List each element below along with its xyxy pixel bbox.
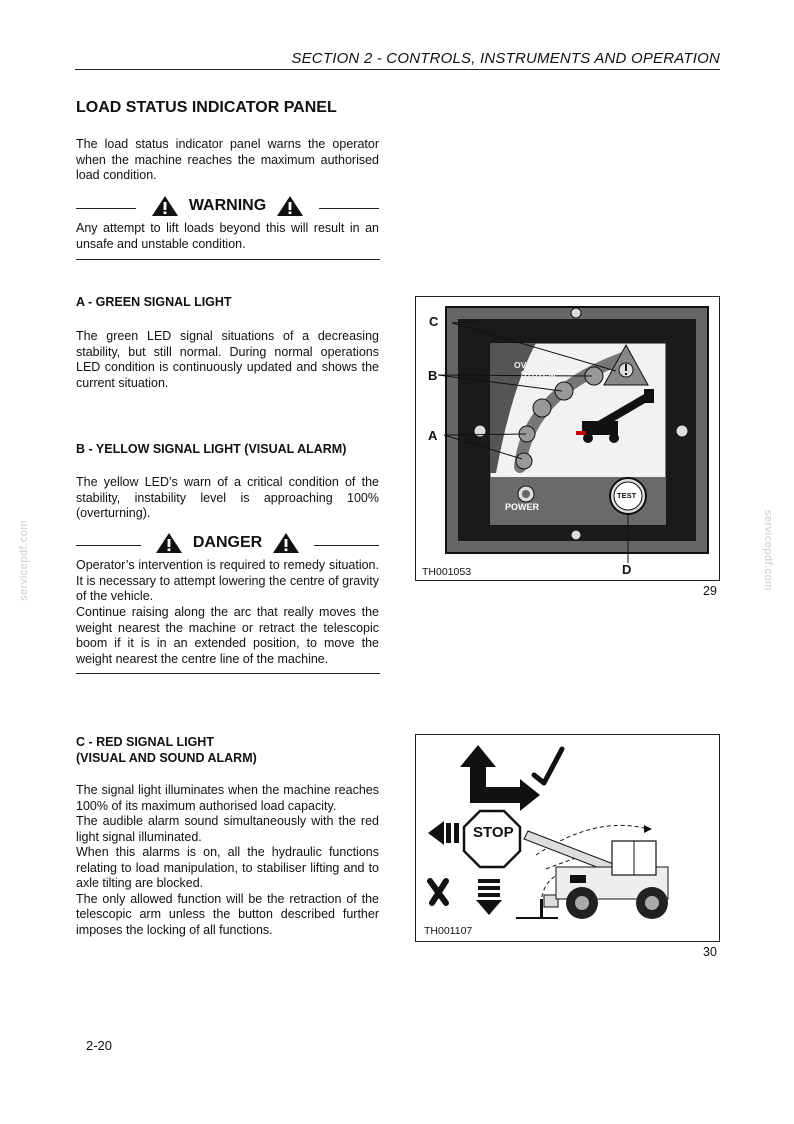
danger-rule-left [76,545,141,546]
figure-30 [415,734,720,942]
page-number: 2-20 [86,1038,113,1053]
danger-text-1: Operator’s intervention is required to remedy situation. It is necessary to attempt lowering the centre of gravity of the vehicle. [76,558,379,603]
section-a-text: The green LED signal situations of a decreasing stability, but still normal. During normal operations LED condition is continuously updated and shows the current situation. [76,329,379,390]
danger-icon [272,532,300,554]
section-c-body [76,783,379,938]
danger-text-2: Continue raising along the arc that really moves the weight nearest the machine or retract the telescopic boom if it is in an extended position, to move the weight nearest the centre line of the machine. [76,605,379,666]
warning-icon [276,195,304,217]
callout-c: C [429,314,439,329]
overload-system-label: OVERLOAD SYSTEM [514,360,563,379]
callout-d: D [622,562,632,577]
stop-sign-label: STOP [473,824,514,841]
warning-block [76,195,379,217]
intro-paragraph: The load status indicator panel warns the operator when the machine reaches the maximum authorised load condition. [76,137,379,182]
watermark-right: servicepdf.com [762,510,774,591]
callout-b: B [428,368,438,383]
section-c-p1: The signal light illuminates when the machine reaches 100% of its maximum authorised load capacity. [76,783,379,813]
danger-bottom-rule [76,673,380,674]
danger-rule-right [314,545,379,546]
warning-icon [151,195,179,217]
warning-label: WARNING [188,197,267,214]
section-c-p4: The only allowed function will be the retraction of the telescopic arm unless the button described further imposes the locking of all functions. [76,891,379,937]
warning-text: Any attempt to lift loads beyond this will result in an unsafe and unstable condition. [76,221,379,251]
section-b-heading: B - YELLOW SIGNAL LIGHT (VISUAL ALARM) [76,442,347,456]
section-c-heading-line2: (VISUAL AND SOUND ALARM) [76,750,257,765]
danger-block [76,532,379,554]
figure-30-code: TH001107 [424,925,473,937]
section-header: SECTION 2 - CONTROLS, INSTRUMENTS AND OPERATION [291,50,720,67]
figure-29 [415,296,720,581]
section-c-p2: The audible alarm sound simultaneously with the red light signal illuminated. [76,814,379,844]
section-c-heading-line1: C - RED SIGNAL LIGHT [76,735,214,749]
signal-actions-illustration [416,735,719,941]
figure-29-code: TH001053 [422,566,472,578]
figure-30-number: 30 [703,945,717,959]
warning-rule-left [76,208,136,209]
section-c-heading [76,735,257,766]
watermark-left: servicepdf.com [18,520,30,601]
figure-29-number: 29 [703,584,717,598]
danger-icon [155,532,183,554]
header-rule [75,69,720,70]
warning-bottom-rule [76,259,380,260]
callout-a: A [428,428,438,443]
power-label: POWER [505,502,540,512]
section-a-heading: A - GREEN SIGNAL LIGHT [76,295,232,309]
test-button-label: TEST [617,491,637,500]
danger-label: DANGER [192,534,263,551]
indicator-panel-illustration [416,297,719,580]
page-title: LOAD STATUS INDICATOR PANEL [76,99,337,116]
section-b-text: The yellow LED’s warn of a critical condition of the stability, instability level is approaching 100% (overturning). [76,475,379,520]
section-c-p3: When this alarms is on, all the hydraulic functions relating to load manipulation, to stabiliser lifting and to axle tilting are blocked. [76,845,379,890]
warning-rule-right [319,208,379,209]
